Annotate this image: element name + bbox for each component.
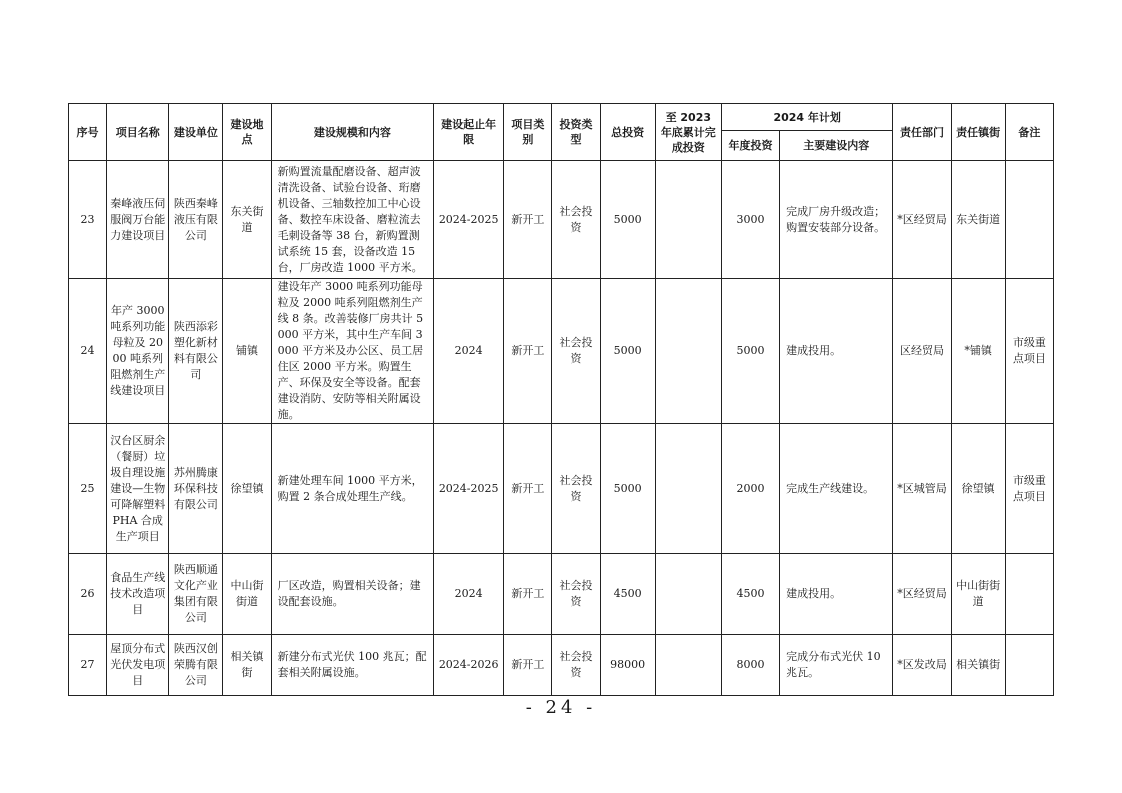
- cell-seq: 26: [69, 554, 107, 635]
- cell-category: 新开工: [504, 279, 552, 424]
- cell-years: 2024: [434, 554, 504, 635]
- header-total: 总投资: [600, 104, 655, 161]
- header-dept: 责任部门: [893, 104, 951, 161]
- cell-town: 相关镇街: [951, 635, 1005, 696]
- cell-total: 98000: [600, 635, 655, 696]
- header-annual: 年度投资: [721, 131, 779, 161]
- cell-seq: 27: [69, 635, 107, 696]
- header-seq: 序号: [69, 104, 107, 161]
- cell-cumulative: [655, 424, 721, 554]
- header-plan-2024: 2024 年计划: [721, 104, 893, 131]
- cell-location: 徐望镇: [223, 424, 271, 554]
- cell-scope: 建设年产 3000 吨系列功能母粒及 2000 吨系列阻燃剂生产线 8 条。改善装修厂房共计 5000 平方米，其中生产车间 3000 平方米及办公区、员工居住区 2000 平方米。购置生产、环保及安全等设备。配套建设消防、安防等相关附属设施。: [271, 279, 433, 424]
- page-number: - 24 -: [525, 697, 597, 718]
- cell-location: 铺镇: [223, 279, 271, 424]
- header-unit: 建设单位: [169, 104, 223, 161]
- cell-town: 徐望镇: [951, 424, 1005, 554]
- cell-unit: 陕西顺通文化产业集团有限公司: [169, 554, 223, 635]
- header-years: 建设起止年限: [434, 104, 504, 161]
- header-scope: 建设规模和内容: [271, 104, 433, 161]
- cell-category: 新开工: [504, 161, 552, 279]
- cell-total: 5000: [600, 161, 655, 279]
- cell-category: 新开工: [504, 554, 552, 635]
- cell-remark: [1005, 635, 1053, 696]
- cell-unit: 苏州腾康环保科技有限公司: [169, 424, 223, 554]
- cell-main-content: 完成生产线建设。: [780, 424, 893, 554]
- cell-cumulative: [655, 554, 721, 635]
- cell-scope: 厂区改造，购置相关设备；建设配套设施。: [271, 554, 433, 635]
- cell-annual: 5000: [721, 279, 779, 424]
- header-main-content: 主要建设内容: [780, 131, 893, 161]
- cell-name: 屋顶分布式光伏发电项目: [107, 635, 169, 696]
- cell-main-content: 完成厂房升级改造；购置安装部分设备。: [780, 161, 893, 279]
- header-invest-type: 投资类型: [552, 104, 600, 161]
- cell-unit: 陕西秦峰液压有限公司: [169, 161, 223, 279]
- cell-annual: 4500: [721, 554, 779, 635]
- cell-total: 5000: [600, 424, 655, 554]
- cell-cumulative: [655, 635, 721, 696]
- cell-annual: 2000: [721, 424, 779, 554]
- cell-location: 相关镇街: [223, 635, 271, 696]
- header-remark: 备注: [1005, 104, 1053, 161]
- cell-unit: 陕西汉创荣腾有限公司: [169, 635, 223, 696]
- table-row: [69, 554, 1054, 635]
- cell-invest-type: 社会投资: [552, 279, 600, 424]
- cell-name: 年产 3000 吨系列功能母粒及 2000 吨系列阻燃剂生产线建设项目: [107, 279, 169, 424]
- table-row: [69, 424, 1054, 554]
- cell-name: 汉台区厨余（餐厨）垃圾自理设施建设—生物可降解塑料 PHA 合成生产项目: [107, 424, 169, 554]
- cell-remark: 市级重点项目: [1005, 424, 1053, 554]
- header-location: 建设地点: [223, 104, 271, 161]
- cell-town: 东关街道: [951, 161, 1005, 279]
- cell-dept: *区经贸局: [893, 161, 951, 279]
- cell-years: 2024-2026: [434, 635, 504, 696]
- cell-scope: 新建分布式光伏 100 兆瓦；配套相关附属设施。: [271, 635, 433, 696]
- table-row: [69, 161, 1054, 279]
- cell-total: 4500: [600, 554, 655, 635]
- cell-years: 2024: [434, 279, 504, 424]
- cell-category: 新开工: [504, 424, 552, 554]
- cell-main-content: 建成投用。: [780, 279, 893, 424]
- project-table: [68, 103, 1054, 696]
- cell-invest-type: 社会投资: [552, 161, 600, 279]
- cell-seq: 25: [69, 424, 107, 554]
- cell-years: 2024-2025: [434, 424, 504, 554]
- cell-town: 中山街街道: [951, 554, 1005, 635]
- cell-total: 5000: [600, 279, 655, 424]
- cell-annual: 3000: [721, 161, 779, 279]
- cell-seq: 24: [69, 279, 107, 424]
- cell-dept: *区经贸局: [893, 554, 951, 635]
- table-header-row: [69, 104, 1054, 131]
- cell-remark: [1005, 161, 1053, 279]
- cell-dept: *区发改局: [893, 635, 951, 696]
- cell-remark: [1005, 554, 1053, 635]
- cell-remark: 市级重点项目: [1005, 279, 1053, 424]
- cell-invest-type: 社会投资: [552, 424, 600, 554]
- header-name: 项目名称: [107, 104, 169, 161]
- cell-scope: 新建处理车间 1000 平方米，购置 2 条合成处理生产线。: [271, 424, 433, 554]
- cell-invest-type: 社会投资: [552, 554, 600, 635]
- cell-name: 秦峰液压伺服阀万台能力建设项目: [107, 161, 169, 279]
- cell-scope: 新购置流量配磨设备、超声波清洗设备、试验台设备、珩磨机设备、三轴数控加工中心设备、数控车床设备、磨粒流去毛刺设备等 38 台，新购置测试系统 15 套，设备改造 15 台，厂房改造 1000 平方米。: [271, 161, 433, 279]
- cell-town: *铺镇: [951, 279, 1005, 424]
- cell-annual: 8000: [721, 635, 779, 696]
- cell-cumulative: [655, 161, 721, 279]
- cell-years: 2024-2025: [434, 161, 504, 279]
- cell-location: 中山街街道: [223, 554, 271, 635]
- cell-name: 食品生产线技术改造项目: [107, 554, 169, 635]
- header-category: 项目类别: [504, 104, 552, 161]
- cell-category: 新开工: [504, 635, 552, 696]
- cell-location: 东关街道: [223, 161, 271, 279]
- cell-unit: 陕西添彩塑化新材料有限公司: [169, 279, 223, 424]
- cell-main-content: 完成分布式光伏 10 兆瓦。: [780, 635, 893, 696]
- header-cumulative: 至 2023 年底累计完成投资: [655, 104, 721, 161]
- cell-dept: 区经贸局: [893, 279, 951, 424]
- table-row: [69, 279, 1054, 424]
- table-row: [69, 635, 1054, 696]
- cell-seq: 23: [69, 161, 107, 279]
- header-town: 责任镇街: [951, 104, 1005, 161]
- cell-invest-type: 社会投资: [552, 635, 600, 696]
- cell-cumulative: [655, 279, 721, 424]
- cell-main-content: 建成投用。: [780, 554, 893, 635]
- cell-dept: *区城管局: [893, 424, 951, 554]
